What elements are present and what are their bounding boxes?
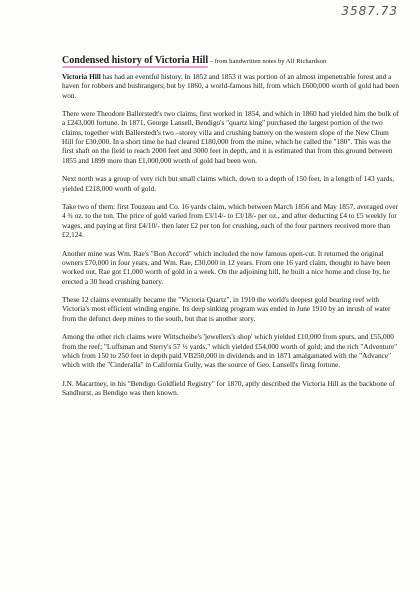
- paragraph: [62, 249, 400, 286]
- paragraph-text: There were Theodore Ballerstedt's two claims, first worked in 1854, and which in 1860 had yielded him the bulk of a £243,000 fortune. In 1871, George Lansell, Bendigo's "quartz king" purchased the largest portion of the two claims, together with Ballerstedt's two –storey villa and crushing battery on the western slope of the New Chum Hill for £30,000. In a short time he had cleared £180,000 from the mine, which he called the "180". This was the first shaft on the field to reach 2000 feet and 3000 feet in depth, and it is estimated that from this ground between 1855 and 1899 more than £1,000,000 worth of gold had been won.: [62, 109, 399, 165]
- paragraph-lead: Victoria Hill: [62, 72, 101, 81]
- paragraph-text: J.N. Macartney, in his "Bendigo Goldfield Registry" for 1870, aptly described the Victoria Hill as the backbone of Sandhurst, as Bendigo was then known.: [62, 378, 395, 398]
- paragraph: [62, 332, 400, 369]
- paragraph: [62, 174, 400, 193]
- paragraph-text: Next north was a group of very rich but small claims which, down to a depth of 150 feet, in a length of 143 yards, yielded £218,000 worth of gold.: [62, 174, 395, 193]
- paragraph: [62, 72, 400, 100]
- document-body: [62, 72, 400, 407]
- paragraph: [62, 202, 400, 239]
- paragraph-text: Among the other rich claims were Wittscheibe's 'jewellers's shop' which yielded £10,000 from spurs, and £55,000 from the reef; "Luffsman and Sterry's 57 ½ yards," which yielded £54,000 worth of gold; and the rich "Adventure" which from 150 to 250 feet in depth paid VB250,000 in dividends and in 1871 amalgamated with the "Advance" which with the "Cinderalla" in California Gully, was the source of Geo. Lansell's firstg fortune.: [62, 332, 398, 370]
- paragraph: [62, 379, 400, 398]
- paragraph-text: Take two of them: first Touzeau and Co. 16 yards claim, which between March 1856 and May 1857, averaged over 4 ¾ oz. to the ton. The price of gold varied from £3/14/- to £3/18/- per oz., and after deducting £4 to £5 weekly for wages, and paying at first £4/10/- then later £2 per ton for crushing, each of the four partners received more than £2,124.: [62, 202, 399, 240]
- document-subtitle: – from handwritten notes by Alf Richardson: [208, 58, 327, 65]
- document-title: Condensed history of Victoria Hill: [62, 55, 209, 66]
- paragraph: [62, 109, 400, 165]
- paragraph-text: Another mine was Wm. Rae's "Bon Accord" which included the now famous open-cut. It returned the original owners £70,000 in four years, and Wm. Rae, £30,000 in 12 years. From one 16 yard claim, thought to have been worked out, Rae got £1,000 worth of gold in a week. On the adjoining hill, he built a nice home and close by, he erected a 30 head crushing battery.: [62, 248, 391, 286]
- paragraph-text: has had an eventful history. In 1852 and 1853 it was portion of an almost impenetrable forest and a haven for robbers and bushrangers; but by 1860, a world-famous hill, from which £600,000 worth of gold had been won.: [62, 72, 400, 100]
- title-line: [62, 50, 402, 68]
- paragraph: [62, 295, 400, 323]
- handwritten-reference: 3587.73: [341, 4, 398, 18]
- paragraph-text: These 12 claims eventually became the "Victoria Quartz", in 1910 the world's deepest gold bearing reef with Victoria's most efficient winding engine. Its deep sinking program was ended in June 1910 by an inrush of water from the defunct deep mines to the south, but that is another story.: [62, 295, 391, 323]
